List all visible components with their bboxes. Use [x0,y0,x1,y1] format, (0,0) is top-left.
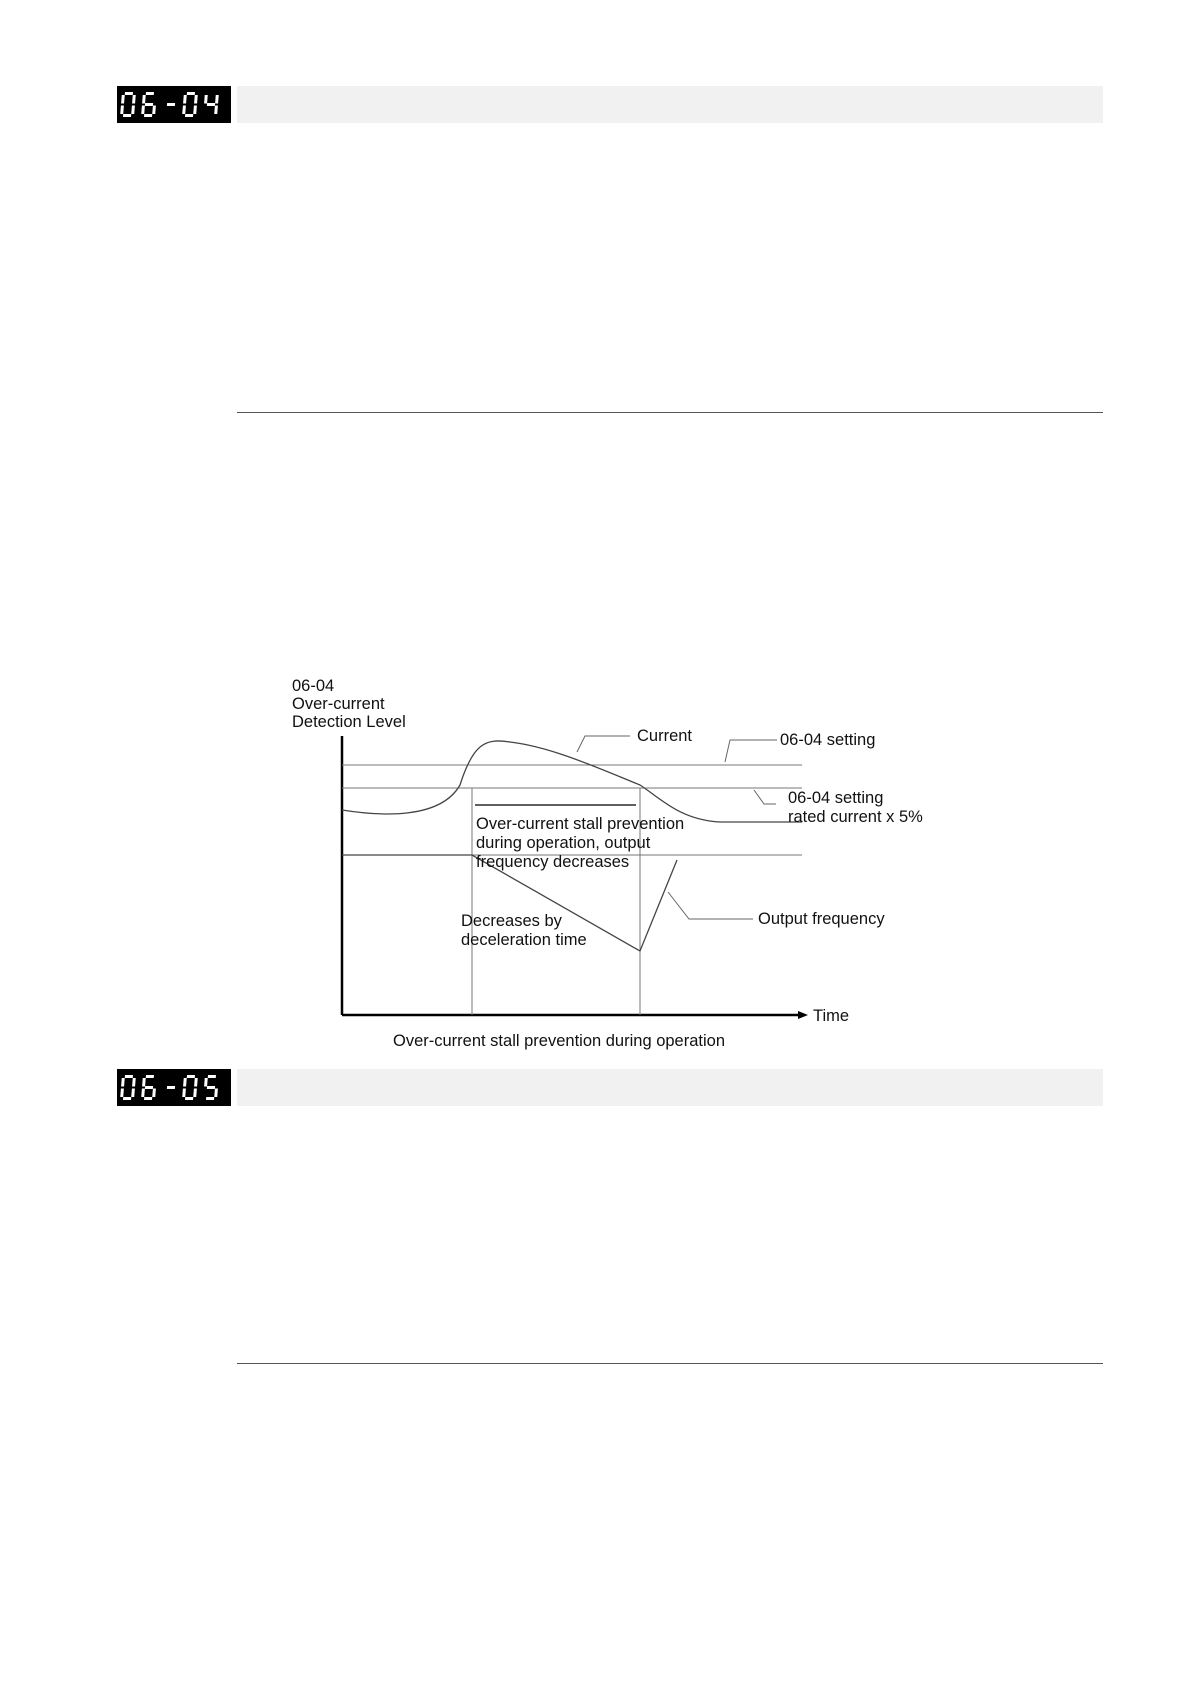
segment [182,106,186,115]
segment [167,103,175,106]
seven-segment-display [117,1069,231,1106]
segment [215,95,219,104]
segment [131,106,135,115]
segment [145,1086,153,1089]
output-frequency-label: Output frequency [758,910,885,928]
seven-segment-digit [203,95,219,114]
segment [208,1075,216,1078]
segment [123,114,131,117]
segment [141,1089,145,1098]
segment [141,106,145,115]
stall-note-line: frequency decreases [476,853,630,871]
segment [123,1097,131,1100]
seven-segment-digit [120,92,136,117]
segment [120,1089,124,1098]
stall-note-line: during operation, output [476,834,651,852]
segment [193,106,197,115]
segment [183,95,187,104]
segment [194,1078,198,1087]
figure-caption: Over-current stall prevention during operation [393,1032,726,1050]
segment [183,1078,187,1087]
x-axis-arrow-icon [798,1011,808,1019]
segment [207,103,215,106]
decrease-note-line: deceleration time [461,931,587,949]
setting-minus-label-line: 06-04 setting [788,789,884,807]
seven-segment-digit [141,92,157,117]
segment [146,1075,154,1078]
segment [125,92,133,95]
stall-prevention-diagram [280,670,980,1055]
segment [142,95,146,104]
segment [120,106,124,115]
param-title-bar [237,1069,1103,1106]
segment [145,103,153,106]
segment [121,95,125,104]
segment [132,1078,136,1087]
segment [167,1086,175,1089]
current-curve [342,741,802,822]
segment [185,1097,193,1100]
param-header-06-05 [117,1069,1103,1106]
seven-segment-digit [203,1075,219,1100]
section-divider [237,1363,1103,1364]
seven-segment-digit [167,1086,175,1089]
segment [204,1078,208,1087]
output-frequency-leader [668,892,753,919]
segment [182,1089,186,1098]
y-axis-label-line: Detection Level [292,713,406,731]
setting-minus-label-line: rated current x 5% [788,808,923,826]
segment [187,1075,195,1078]
setting-minus-label [788,789,923,826]
segment [185,114,193,117]
decrease-note-line: Decreases by [461,912,562,930]
current-leader [577,736,630,752]
y-axis-label [292,677,406,731]
segment [187,92,195,95]
param-title-bar [237,86,1103,123]
segment [214,1089,218,1098]
segment [207,1086,215,1089]
segment [125,1075,133,1078]
seven-segment-digit [141,1075,157,1100]
time-label: Time [813,1007,850,1025]
current-label: Current [637,727,693,745]
y-axis-label-line: 06-04 [292,677,335,695]
param-code-badge [117,86,231,123]
seven-segment-digit [120,1075,136,1100]
segment [152,106,156,115]
y-axis-label-line: Over-current [292,695,385,713]
param-code-badge [117,1069,231,1106]
segment [144,1097,152,1100]
segment [206,1097,214,1100]
segment [121,1078,125,1087]
segment [193,1089,197,1098]
param-header-06-04 [117,86,1103,123]
segment [194,95,198,104]
segment [132,95,136,104]
setting-label: 06-04 setting [780,731,876,749]
seven-segment-digit [167,103,175,106]
segment [152,1089,156,1098]
segment [144,114,152,117]
stall-note-line: Over-current stall prevention [476,815,685,833]
segment [146,92,154,95]
segment [142,1078,146,1087]
seven-segment-digit [182,1075,198,1100]
seven-segment-display [117,86,231,123]
setting-minus-leader [754,790,776,804]
seven-segment-digit [182,92,198,117]
setting-leader [725,740,777,762]
segment [204,95,208,104]
section-divider [237,412,1103,413]
segment [131,1089,135,1098]
decrease-note [461,912,587,949]
segment [214,106,218,115]
stall-note [476,815,689,871]
